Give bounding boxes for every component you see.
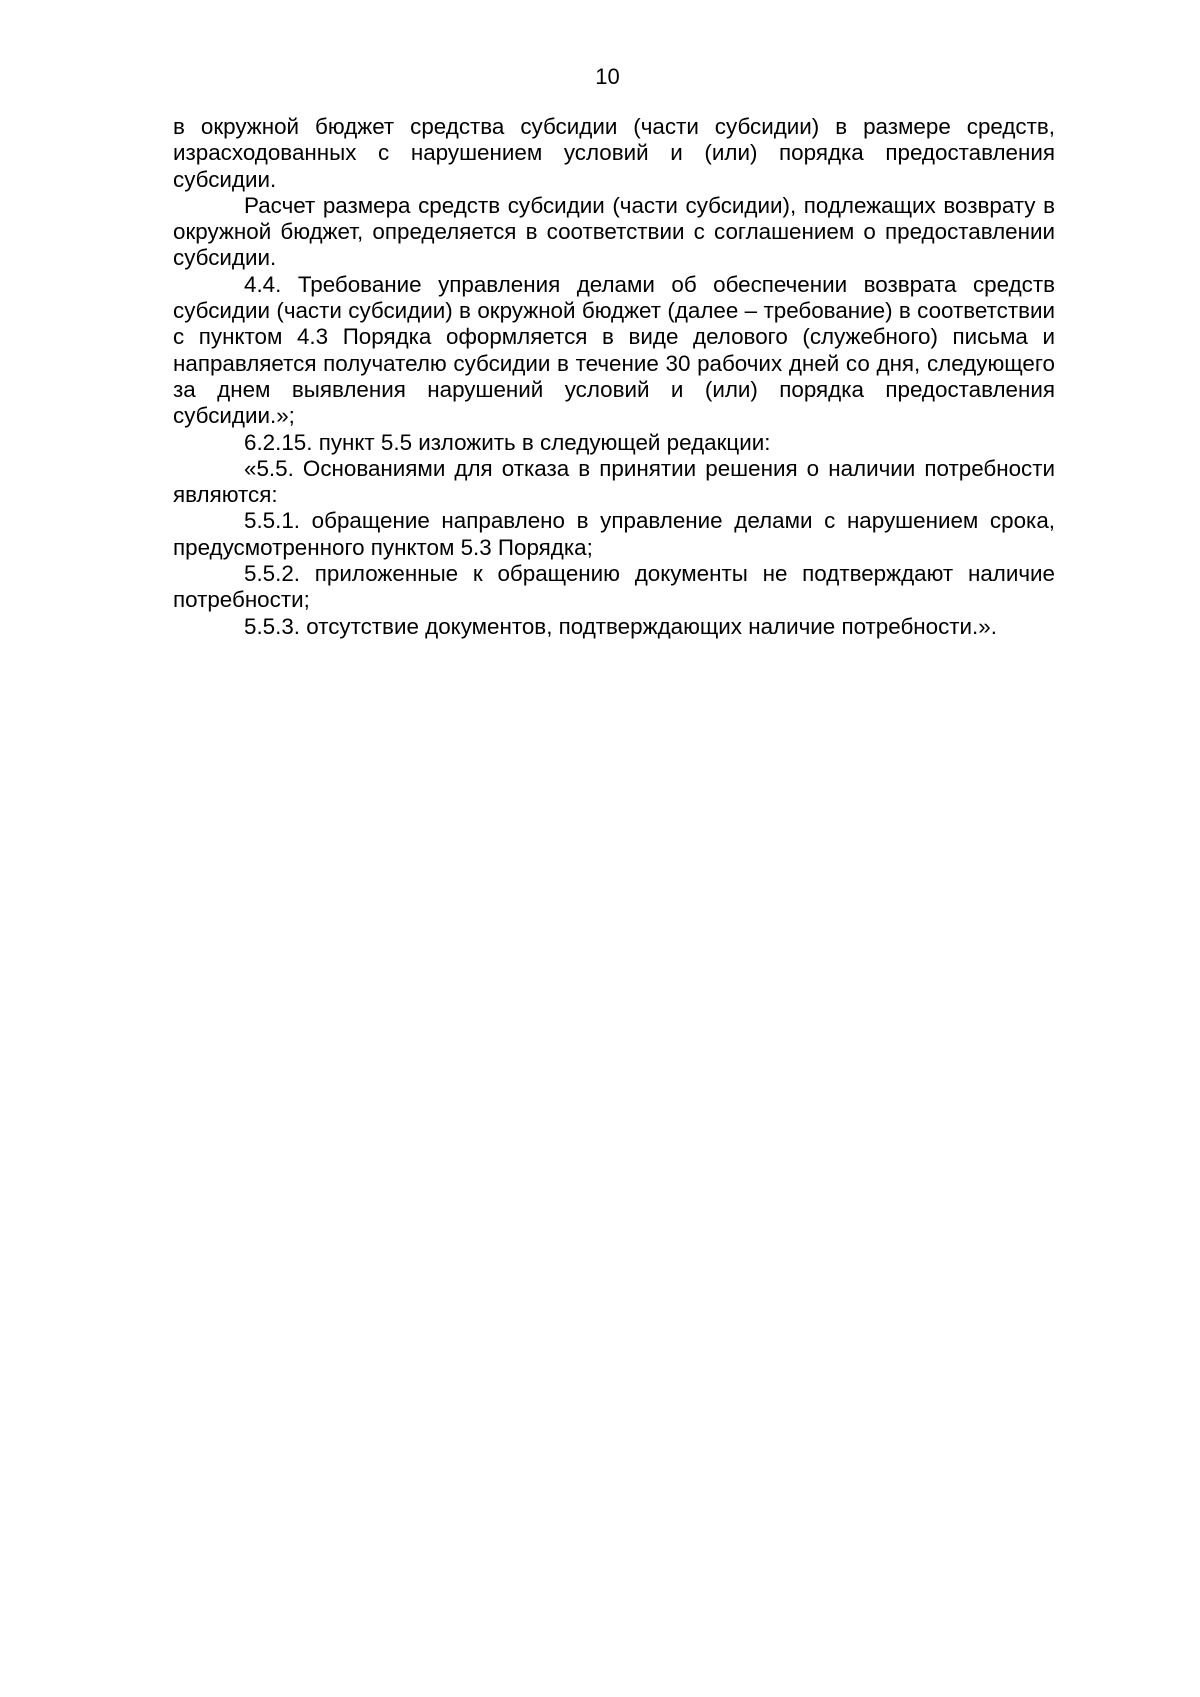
paragraph-refund-calculation: Расчет размера средств субсидии (части субсидии), подлежащих возврату в окружной бюджет, определяется в соответствии с соглашением о предоставлении субсидии.	[173, 192, 1055, 271]
paragraph-clause-5-5-2: 5.5.2. приложенные к обращению документы не подтверждают наличие потребности;	[173, 561, 1055, 613]
paragraph-clause-4-4: 4.4. Требование управления делами об обеспечении возврата средств субсидии (части субсидии) в окружной бюджет (далее – требование) в соответствии с пунктом 4.3 Порядка оформляется в виде делового (служебного) письма и направляется получателю субсидии в течение 30 рабочих дней со дня, следующего за днем выявления нарушений условий и (или) порядка предоставления субсидии.»;	[173, 271, 1055, 429]
paragraph-clause-5-5-1: 5.5.1. обращение направлено в управление делами с нарушением срока, предусмотренного пунктом 5.3 Порядка;	[173, 508, 1055, 560]
paragraph-clause-5-5-3: 5.5.3. отсутствие документов, подтверждающих наличие потребности.».	[244, 613, 997, 639]
paragraph-clause-5-5: «5.5. Основаниями для отказа в принятии решения о наличии потребности являются:	[173, 455, 1055, 508]
document-body	[173, 114, 1055, 640]
page-number: 10	[595, 64, 620, 89]
paragraph-clause-6-2-15: 6.2.15. пункт 5.5 изложить в следующей редакции:	[244, 429, 771, 455]
paragraph-continuation: в окружной бюджет средства субсидии (части субсидии) в размере средств, израсходованных с нарушением условий и (или) порядка предоставления субсидии.	[173, 114, 1055, 192]
